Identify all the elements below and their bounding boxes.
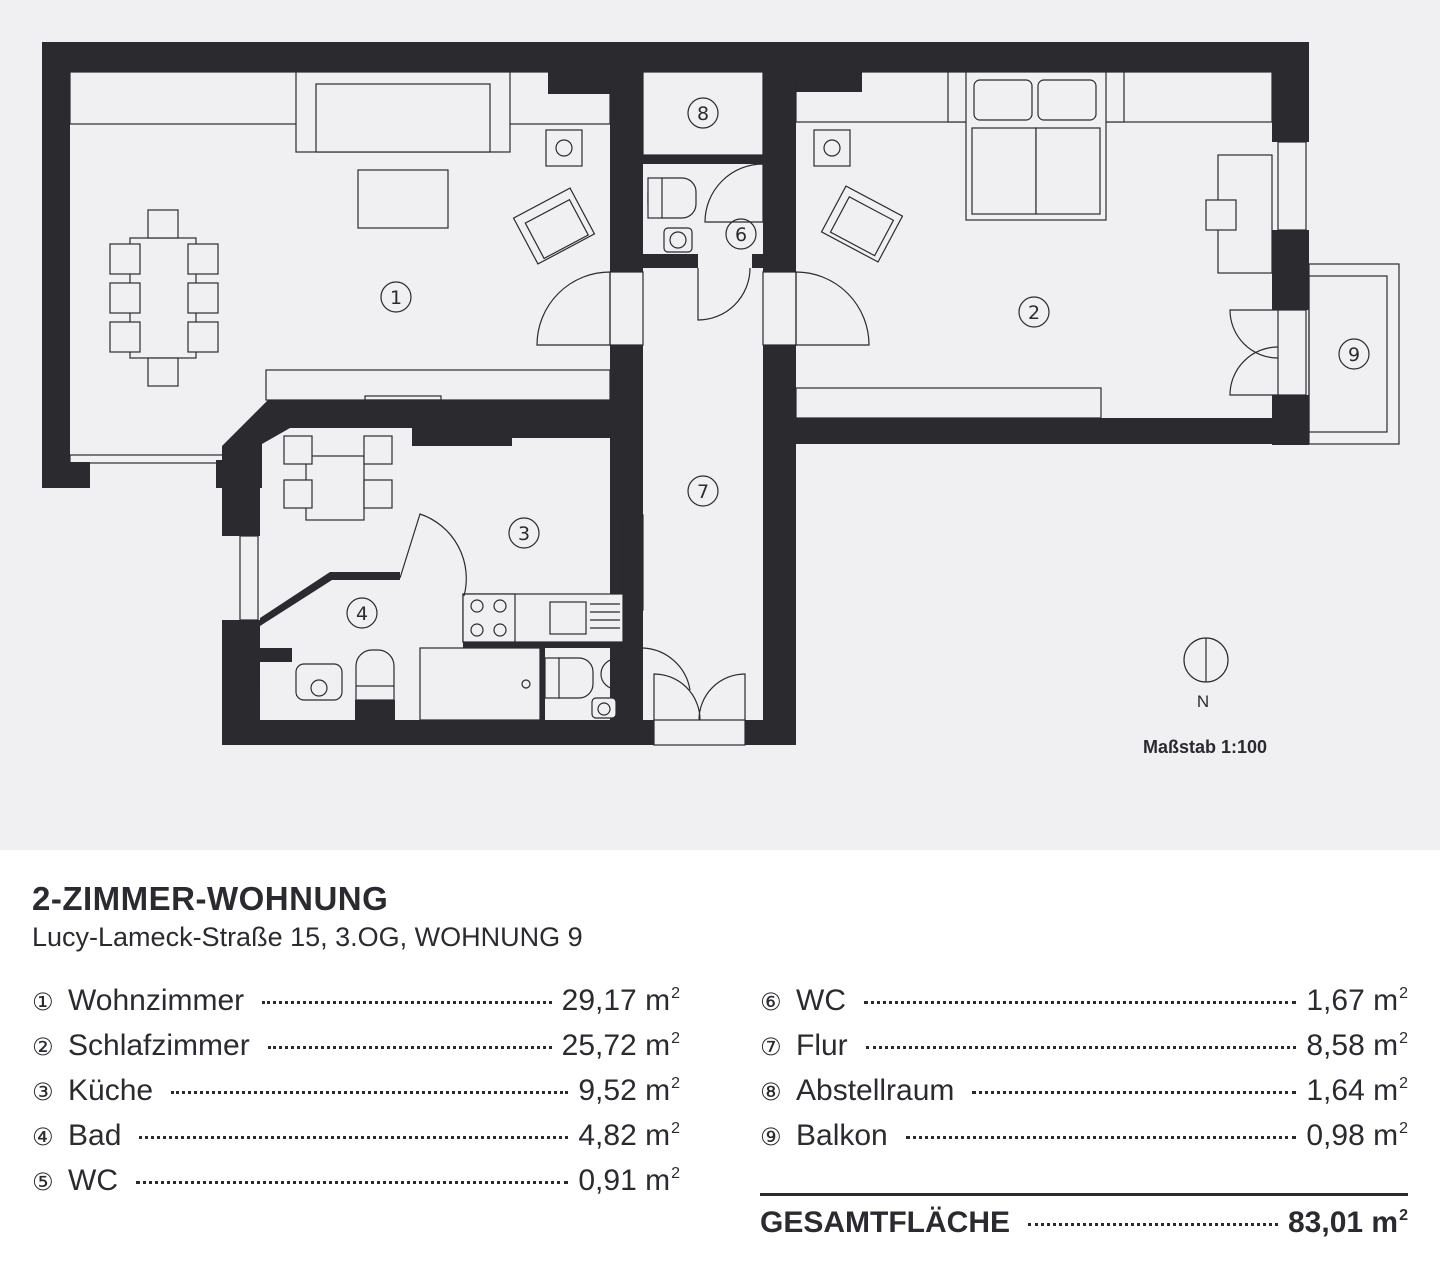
room-symbol: ⑥ [760, 988, 782, 1016]
room-symbol: ④ [32, 1123, 54, 1151]
kitchen-furniture [284, 436, 623, 642]
dot-leader [268, 1046, 552, 1049]
dot-leader [262, 1001, 552, 1004]
dot-leader [171, 1091, 568, 1094]
walls [42, 42, 1309, 745]
room-number-8: 8 [696, 103, 710, 125]
room-area: 29,17 $m^2$ [561, 984, 680, 1017]
area-row-wohnzimmer [32, 984, 680, 1024]
north-compass-icon [1184, 638, 1228, 682]
area-row-flur [760, 1029, 1408, 1069]
room-number-9: 9 [1347, 344, 1361, 366]
room-name: Wohnzimmer [68, 984, 245, 1017]
room-symbol: ③ [32, 1078, 54, 1106]
area-row-abstellraum [760, 1074, 1408, 1114]
room-name: WC [796, 984, 846, 1017]
room-symbol: ⑦ [760, 1033, 782, 1061]
north-label: N [1196, 692, 1210, 711]
room-name: Balkon [796, 1119, 888, 1152]
dot-leader [866, 1046, 1297, 1049]
room-area: 9,52 $m^2$ [578, 1074, 680, 1107]
room-symbol: ⑨ [760, 1123, 782, 1151]
room-number-4: 4 [355, 603, 369, 625]
room-symbol: ① [32, 988, 54, 1016]
room-symbol: ⑤ [32, 1168, 54, 1196]
room-area: 8,58 $m^2$ [1306, 1029, 1408, 1062]
dot-leader [136, 1181, 568, 1184]
area-row-kueche [32, 1074, 680, 1114]
scale-label: Maßstab 1:100 [1142, 737, 1268, 757]
room-area: 1,64 $m^2$ [1306, 1074, 1408, 1107]
total-area: 83,01 $m^2$ [1287, 1206, 1408, 1239]
room-number-6: 6 [734, 224, 748, 246]
listing-subtitle: Lucy-Lameck-Straße 15, 3.OG, WOHNUNG 9 [32, 922, 583, 952]
dot-leader [139, 1136, 568, 1139]
room-name: Schlafzimmer [68, 1029, 250, 1062]
room-name: Küche [68, 1074, 154, 1107]
dot-leader [864, 1001, 1296, 1004]
bath-furniture [296, 648, 540, 720]
listing-title: 2-ZIMMER-WOHNUNG [32, 880, 389, 917]
room-area: 25,72 $m^2$ [561, 1029, 680, 1062]
area-row-schlafzimmer [32, 1029, 680, 1069]
area-row-wc-5 [32, 1164, 680, 1204]
area-row-wc-6 [760, 984, 1408, 1024]
room-number-5: 5 [609, 664, 623, 686]
room-name: WC [68, 1164, 118, 1197]
dot-leader [972, 1091, 1296, 1094]
room-name: Abstellraum [796, 1074, 955, 1107]
room-area: 0,98 $m^2$ [1306, 1119, 1408, 1152]
dot-leader [1028, 1223, 1278, 1226]
living-furniture [70, 72, 610, 400]
room-name: Bad [68, 1119, 122, 1152]
total-label: GESAMTFLÄCHE [760, 1206, 1010, 1239]
room-number-3: 3 [517, 523, 531, 545]
room-number-1: 1 [389, 287, 403, 309]
room-area: 0,91 $m^2$ [578, 1164, 680, 1197]
room-number-7: 7 [696, 481, 710, 503]
room-area: 1,67 $m^2$ [1306, 984, 1408, 1017]
room-symbol: ② [32, 1033, 54, 1061]
bedroom-furniture [796, 72, 1278, 418]
room-number-2: 2 [1027, 302, 1041, 324]
total-area-row [760, 1206, 1408, 1246]
room-area: 4,82 $m^2$ [578, 1119, 680, 1152]
total-divider [760, 1193, 1408, 1196]
wc5-furniture [545, 648, 745, 720]
area-row-bad [32, 1119, 680, 1159]
room-symbol: ⑧ [760, 1078, 782, 1106]
area-row-balkon [760, 1119, 1408, 1159]
room-name: Flur [796, 1029, 848, 1062]
dot-leader [906, 1136, 1297, 1139]
